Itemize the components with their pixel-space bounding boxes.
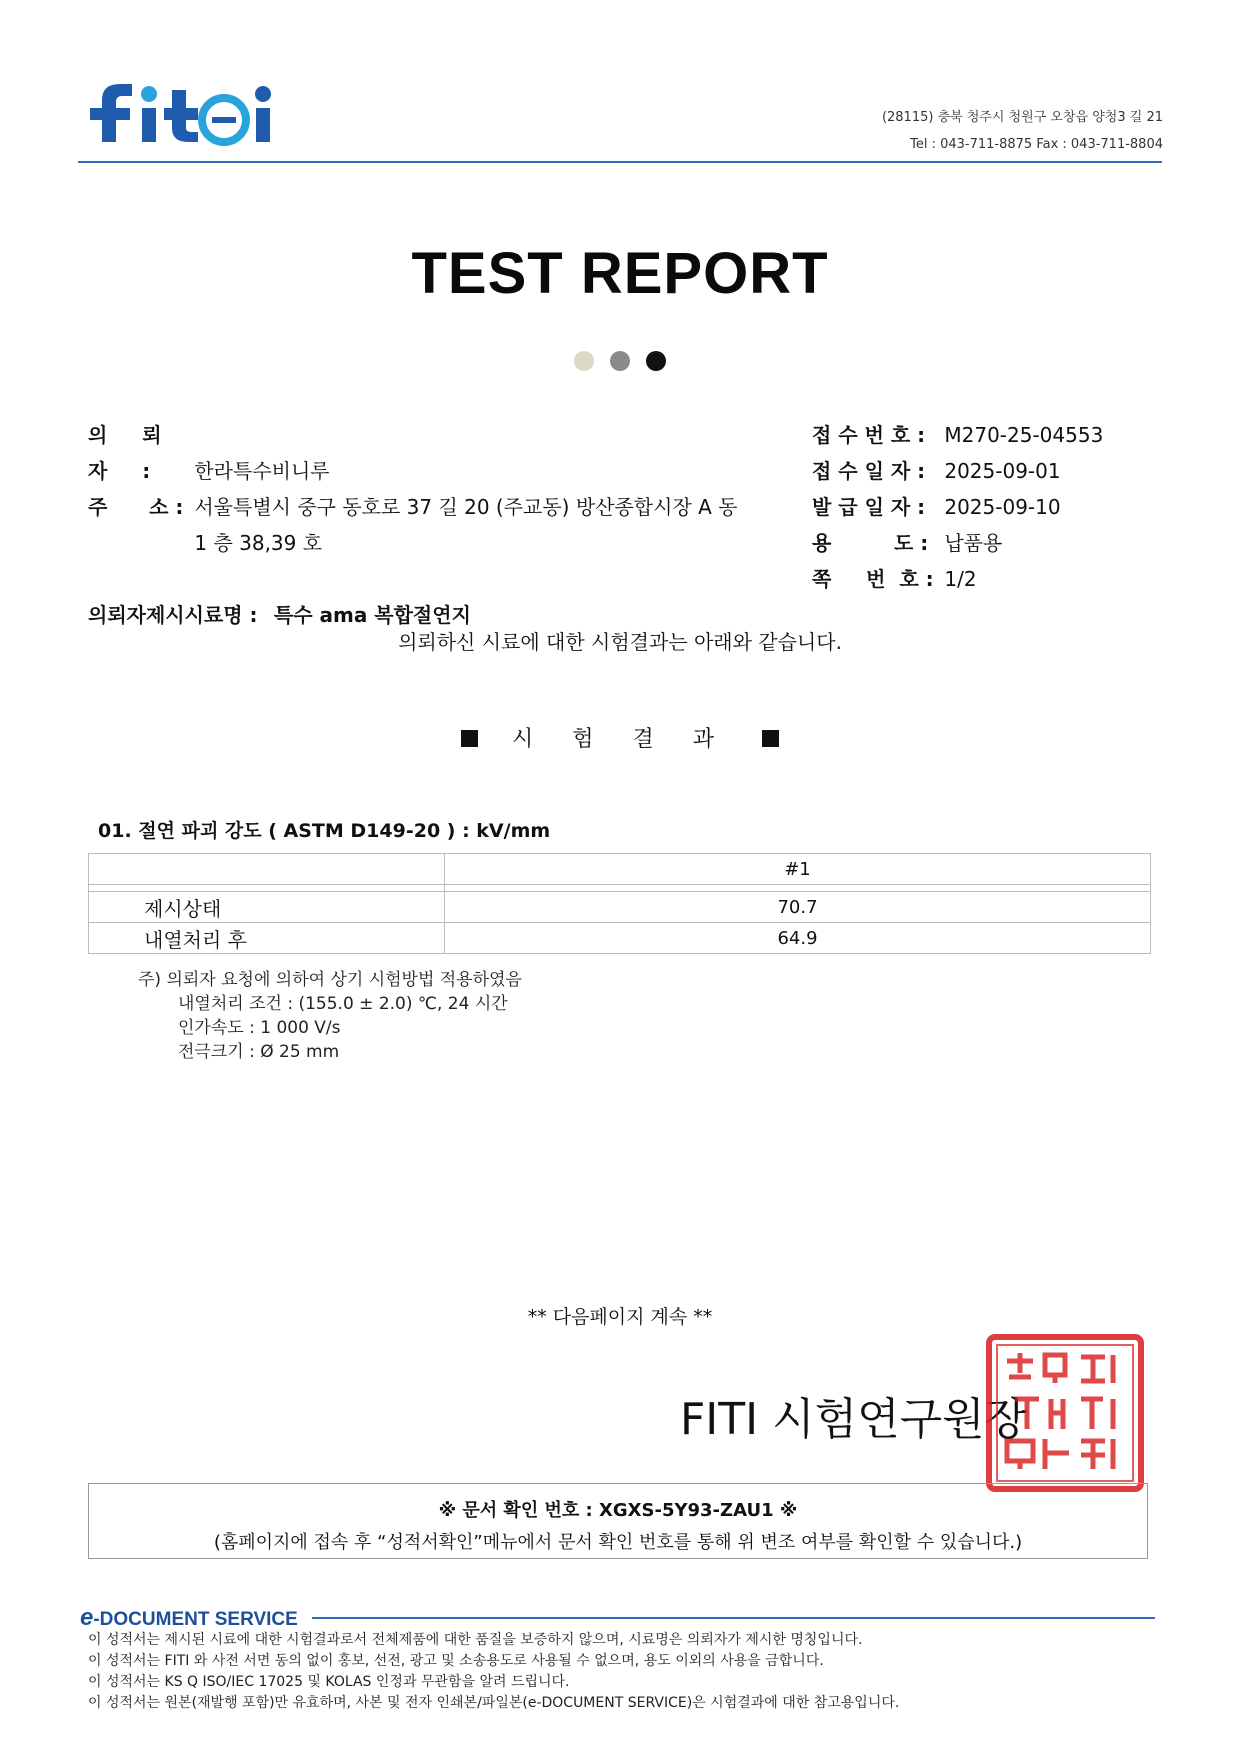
condition-cell: 제시상태 xyxy=(89,892,445,923)
signature-title: FITI 시험연구원장 xyxy=(680,1394,1028,1445)
sample-name: 특수 ama 복합절연지 xyxy=(273,603,471,627)
table-row xyxy=(89,923,1151,954)
report-title: TEST REPORT xyxy=(411,241,829,306)
purpose-label: 용 도 : xyxy=(812,531,929,555)
square-bullet-icon xyxy=(461,730,478,747)
official-seal xyxy=(985,1333,1145,1493)
receipt-no-row xyxy=(812,417,1103,453)
address-line: (28115) 충북 청주시 청원구 오창읍 양청3 길 21 xyxy=(881,110,1163,125)
title-dots xyxy=(0,351,1240,371)
receipt-date-row xyxy=(812,453,1103,489)
page-row xyxy=(812,561,1103,597)
receipt-no-label: 접 수 번 호 : xyxy=(812,423,926,447)
note-line: 인가속도 : 1 000 V/s xyxy=(178,1018,341,1038)
page-label: 쪽 번 호 : xyxy=(812,567,934,591)
edoc-text: -DOCUMENT SERVICE xyxy=(93,1609,298,1630)
note-line: 전극크기 : Ø 25 mm xyxy=(178,1042,340,1062)
address-row xyxy=(88,489,737,525)
document-verification-box xyxy=(88,1483,1148,1559)
receipt-date-label: 접 수 일 자 : xyxy=(812,459,926,483)
test-name: 01. 절연 파괴 강도 ( ASTM D149-20 ) : kV/mm xyxy=(98,820,551,842)
value-cell: 70.7 xyxy=(445,892,1151,923)
disclaimer-line: 이 성적서는 FITI 와 사전 서면 동의 없이 홍보, 선전, 광고 및 소송용도로 사용될 수 없으며, 용도 이외의 사용을 금합니다. xyxy=(88,1653,824,1669)
issue-date-label: 발 급 일 자 : xyxy=(812,495,926,519)
client-address-line2: 1 층 38,39 호 xyxy=(194,531,323,555)
disclaimer-line: 이 성적서는 KS Q ISO/IEC 17025 및 KOLAS 인정과 무관함을 알려 드립니다. xyxy=(88,1674,570,1690)
dot-light xyxy=(574,351,594,371)
purpose-row xyxy=(812,525,1103,561)
table-header-cell: #1 xyxy=(445,854,1151,885)
address-label: 주 소 : xyxy=(88,495,184,519)
dot-dark xyxy=(646,351,666,371)
section-heading xyxy=(0,722,1240,753)
value-cell: 64.9 xyxy=(445,923,1151,954)
receipt-date: 2025-09-01 xyxy=(944,459,1061,483)
client-row xyxy=(88,417,737,489)
disclaimer-line: 이 성적서는 제시된 시료에 대한 시험결과로서 전체제품에 대한 품질을 보증하지 않으며, 시료명은 의뢰자가 제시한 명칭입니다. xyxy=(88,1632,863,1648)
sample-label: 의뢰자제시시료명 : xyxy=(88,603,258,627)
page-number: 1/2 xyxy=(944,567,977,591)
table-header-row xyxy=(89,854,1151,885)
edocument-service-label xyxy=(80,1604,298,1632)
client-name: 한라특수비니루 xyxy=(194,459,330,483)
seal-stamp-graphic xyxy=(985,1333,1145,1493)
address-row-2 xyxy=(88,525,737,561)
table-row xyxy=(89,892,1151,923)
condition-cell: 내열처리 후 xyxy=(89,923,445,954)
verification-number: ※ 문서 확인 번호 : XGXS-5Y93-ZAU1 ※ xyxy=(438,1500,798,1521)
verification-instruction: (홈페이지에 접속 후 “성적서확인”메뉴에서 문서 확인 번호를 통해 위 변조 여부를 확인할 수 있습니다.) xyxy=(213,1532,1023,1553)
issue-date: 2025-09-10 xyxy=(944,495,1061,519)
table-header-cell xyxy=(89,854,445,885)
continued-notice: ** 다음페이지 계속 ** xyxy=(527,1306,713,1328)
square-bullet-icon xyxy=(762,730,779,747)
table-gap-row xyxy=(89,885,1151,892)
section-title: 시 험 결 과 xyxy=(512,727,728,752)
client-address-line1: 서울특별시 중구 동호로 37 길 20 (주교동) 방산종합시장 A 동 xyxy=(194,495,738,519)
fiti-logo-graphic xyxy=(88,72,288,152)
purpose: 납품용 xyxy=(944,531,1003,555)
test-notes xyxy=(138,968,522,1064)
footer-divider xyxy=(312,1617,1155,1619)
report-info xyxy=(812,417,1103,597)
client-label: 의 뢰 자 : xyxy=(88,423,176,483)
dot-gray xyxy=(610,351,630,371)
note-line: 주) 의뢰자 요청에 의하여 상기 시험방법 적용하였음 xyxy=(138,970,522,990)
disclaimer-line: 이 성적서는 원본(재발행 포함)만 유효하며, 사본 및 전자 인쇄본/파일본(e-DOCUMENT SERVICE)은 시험결과에 대한 참고용입니다. xyxy=(88,1695,900,1711)
disclaimer-list xyxy=(88,1630,899,1714)
receipt-no: M270-25-04553 xyxy=(944,423,1104,447)
issue-date-row xyxy=(812,489,1103,525)
results-table xyxy=(88,853,1151,954)
result-notice: 의뢰하신 시료에 대한 시험결과는 아래와 같습니다. xyxy=(398,630,842,654)
header-divider xyxy=(78,161,1162,163)
note-line: 내열처리 조건 : (155.0 ± 2.0) ℃, 24 시간 xyxy=(178,994,508,1014)
fiti-logo xyxy=(88,72,288,152)
contact-line: Tel : 043-711-8875 Fax : 043-711-8804 xyxy=(910,137,1163,152)
client-info xyxy=(88,417,737,633)
company-address xyxy=(882,104,1163,158)
edoc-e: e xyxy=(80,1604,94,1631)
